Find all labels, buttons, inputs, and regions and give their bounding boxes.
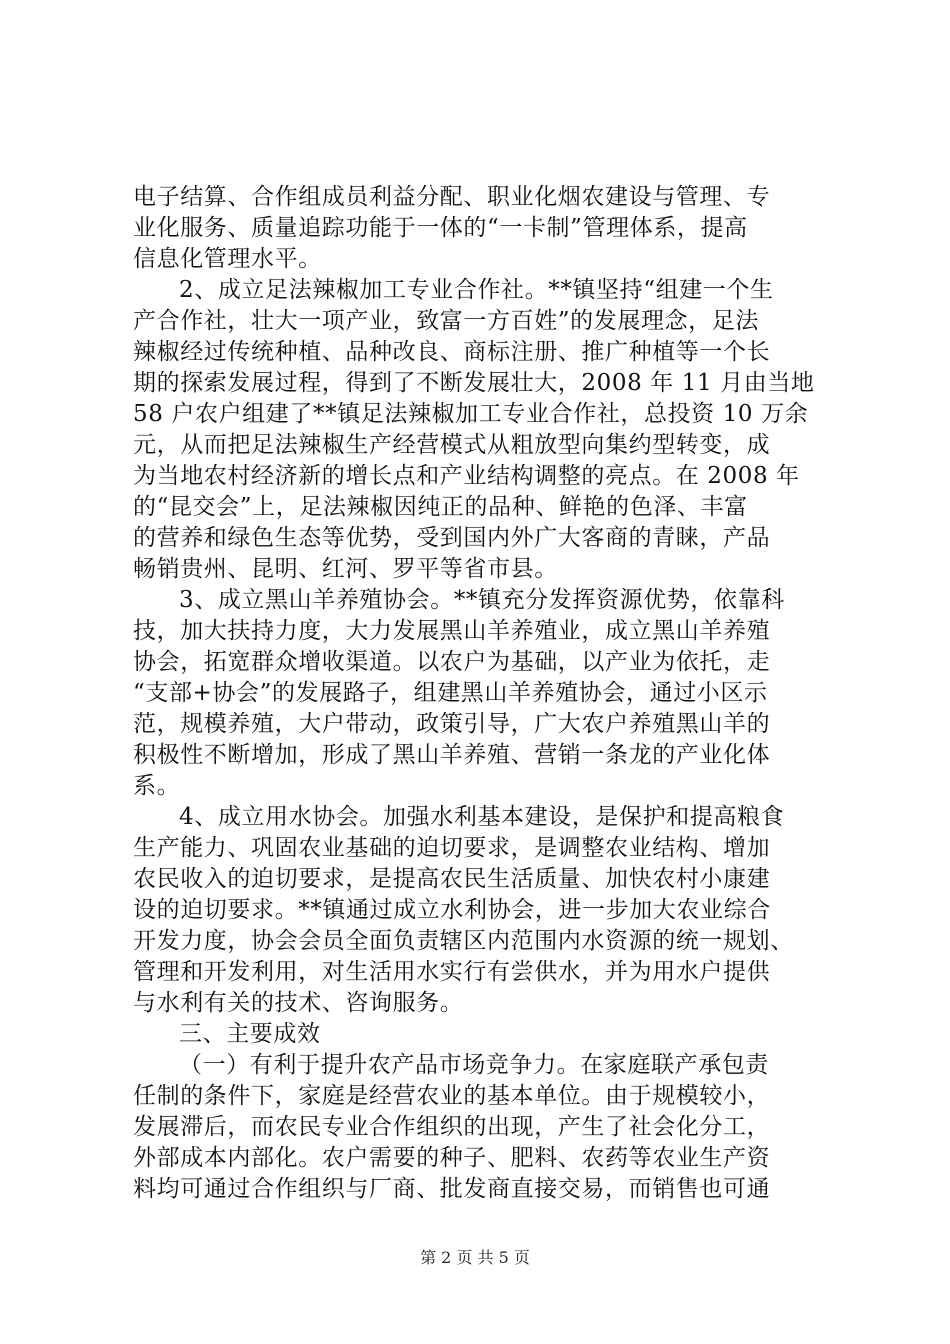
text-line: 的“昆交会”上，足法辣椒因纯正的品种、鲜艳的色泽、丰富 — [133, 494, 748, 520]
text-line: 料均可通过合作组织与厂商、批发商直接交易，而销售也可通 — [133, 1176, 771, 1202]
text-line: 系。 — [133, 773, 181, 799]
text-line: 协会，拓宽群众增收渠道。以农户为基础，以产业为依托，走 — [133, 649, 771, 675]
text-line: 外部成本内部化。农户需要的种子、肥料、农药等农业生产资 — [133, 1145, 771, 1171]
text-line: 信息化管理水平。 — [133, 246, 322, 272]
text-line: 三、主要成效 — [179, 1021, 321, 1047]
text-line: 与水利有关的技术、咨询服务。 — [133, 990, 464, 1016]
page-footer — [0, 1245, 950, 1268]
text-line: 辣椒经过传统种植、品种改良、商标注册、推广种植等一个长 — [133, 339, 771, 365]
text-line: 任制的条件下，家庭是经营农业的基本单位。由于规模较小， — [133, 1083, 771, 1109]
text-line: 生产能力、巩固农业基础的迫切要求，是调整农业结构、增加 — [133, 835, 771, 861]
text-line: 的营养和绿色生态等优势，受到国内外广大客商的青睐，产品 — [133, 525, 771, 551]
page-number-label: 第 2 页 共 5 页 — [420, 1248, 530, 1267]
text-line: 4、成立用水协会。加强水利基本建设，是保护和提高粮食 — [179, 804, 785, 830]
text-line: 农民收入的迫切要求，是提高农民生活质量、加快农村小康建 — [133, 866, 771, 892]
text-line: 发展滞后，而农民专业合作组织的出现，产生了社会化分工， — [133, 1114, 771, 1140]
text-line: “支部+协会”的发展路子，组建黑山羊养殖协会，通过小区示 — [133, 680, 768, 706]
text-line: 开发力度，协会会员全面负责辖区内范围内水资源的统一规划、 — [133, 928, 794, 954]
text-line: （一）有利于提升农产品市场竞争力。在家庭联产承包责 — [179, 1052, 769, 1078]
text-line: 畅销贵州、昆明、红河、罗平等省市县。 — [133, 556, 558, 582]
text-line: 技，加大扶持力度，大力发展黑山羊养殖业，成立黑山羊养殖 — [133, 618, 771, 644]
text-line: 2、成立足法辣椒加工专业合作社。**镇坚持“组建一个生 — [179, 277, 774, 303]
text-line: 电子结算、合作组成员利益分配、职业化烟农建设与管理、专 — [133, 184, 771, 210]
document-body — [133, 182, 833, 1205]
text-line: 产合作社，壮大一项产业，致富一方百姓”的发展理念，足法 — [133, 308, 759, 334]
text-line: 期的探索发展过程，得到了不断发展壮大，2008 年 11 月由当地 — [133, 370, 815, 396]
text-line: 元，从而把足法辣椒生产经营模式从粗放型向集约型转变，成 — [133, 432, 771, 458]
text-line: 设的迫切要求。**镇通过成立水利协会，进一步加大农业综合 — [133, 897, 771, 923]
text-line: 为当地农村经济新的增长点和产业结构调整的亮点。在 2008 年 — [133, 463, 800, 489]
text-line: 积极性不断增加，形成了黑山羊养殖、营销一条龙的产业化体 — [133, 742, 771, 768]
text-line: 管理和开发利用，对生活用水实行有尝供水，并为用水户提供 — [133, 959, 771, 985]
text-line: 业化服务、质量追踪功能于一体的“一卡制”管理体系，提高 — [133, 215, 748, 241]
text-line: 58 户农户组建了**镇足法辣椒加工专业合作社，总投资 10 万余 — [133, 401, 809, 427]
text-line: 3、成立黑山羊养殖协会。**镇充分发挥资源优势，依靠科 — [179, 587, 785, 613]
text-line: 范，规模养殖，大户带动，政策引导，广大农户养殖黑山羊的 — [133, 711, 771, 737]
